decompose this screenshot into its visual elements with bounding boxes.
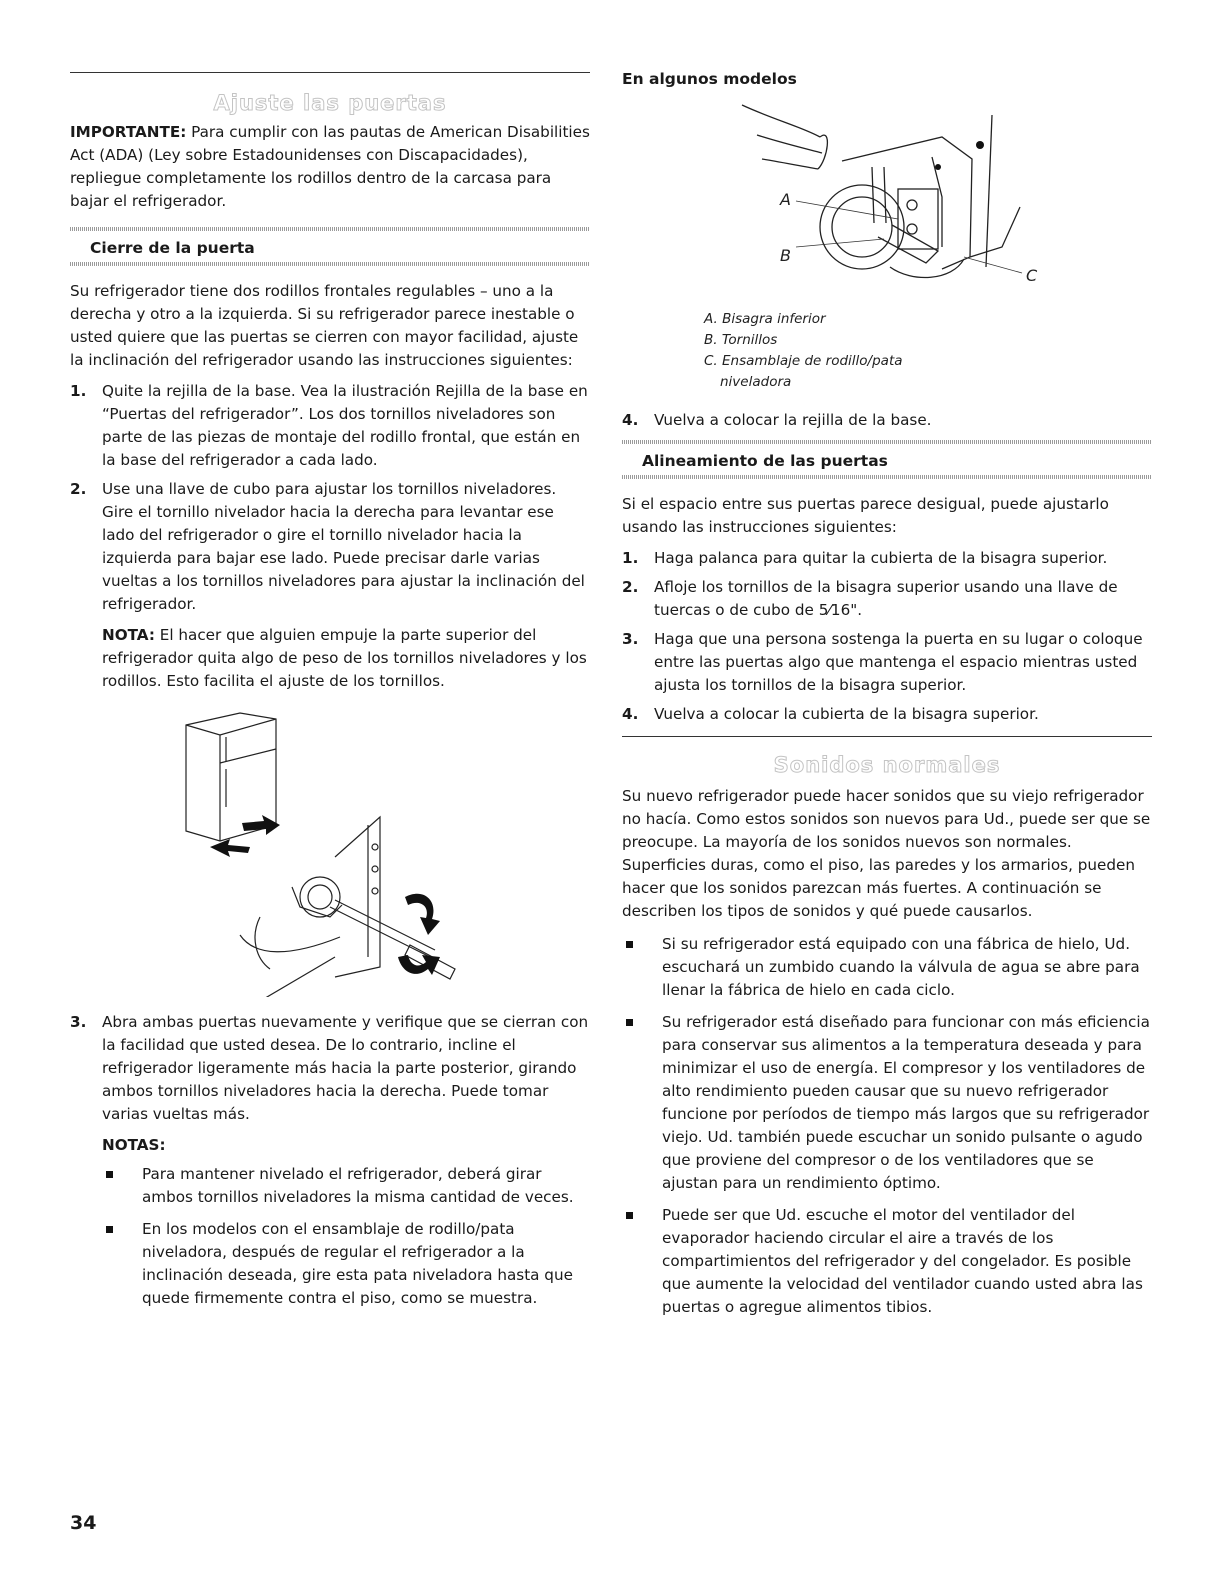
note-text: En los modelos con el ensamblaje de rodillo/pata niveladora, después de regular el refrigerador a la inclinación deseada, gire esta pata niveladora hasta que quede firmemente contra el piso, como se muestra. <box>142 1220 573 1307</box>
alineamiento-steps <box>622 547 1152 726</box>
list-item <box>102 1218 590 1310</box>
step-number: 2. <box>622 578 639 596</box>
sound-text: Su refrigerador está diseñado para funcionar con más eficiencia para conservar sus alimentos a la temperatura deseada y para minimizar el uso de energía. El compresor y los ventiladores de alto rendimiento pueden causar que su nuevo refrigerador funcione por períodos de tiempo más largos que su refrigerador viejo. Ud. también puede escuchar un sonido pulsante o agudo que proviene del compresor o de los ventiladores que se ajustan para un rendimiento óptimo. <box>662 1013 1150 1192</box>
section-title-ajuste: Ajuste las puertas <box>213 91 447 115</box>
step-text: Afloje los tornillos de la bisagra superior usando una llave de tuercas o de cubo de 5⁄16". <box>654 578 1118 619</box>
cierre-intro: Su refrigerador tiene dos rodillos frontales regulables – uno a la derecha y otro a la izquierda. Si su refrigerador parece inestable o usted quiere que las puertas se cierren con mayor facilidad, ajuste la inclinación del refrigerador usando las instrucciones siguientes: <box>70 282 579 369</box>
list-item <box>622 1011 1152 1195</box>
caption-c: C. Ensamblaje de rodillo/pata <box>704 353 903 369</box>
step-number: 2. <box>70 480 87 498</box>
section-rule <box>622 736 1152 737</box>
label-c: C <box>1026 266 1038 285</box>
step-number: 3. <box>622 630 639 648</box>
step-text: Haga que una persona sostenga la puerta en su lugar o coloque entre las puertas algo que mantenga el espacio mientras usted ajusta los tornillos de la bisagra superior. <box>654 630 1143 694</box>
hinge-roller-diagram <box>702 97 1122 297</box>
list-item <box>70 1011 590 1310</box>
important-label: IMPORTANTE: <box>70 123 187 141</box>
important-paragraph <box>70 121 590 213</box>
subsection-title-alineamiento: Alineamiento de las puertas <box>642 452 888 470</box>
label-b: B <box>780 246 791 265</box>
square-bullet-icon <box>626 941 633 948</box>
step-text: Use una llave de cubo para ajustar los tornillos niveladores. Gire el tornillo nivelador hacia la derecha para levantar ese lado del refrigerador o gire el tornillo nivelador hacia la izquierda para bajar ese lado. Puede precisar darle varias vueltas a los tornillos niveladores para ajustar la inclinación del refrigerador. <box>102 480 585 613</box>
right-column <box>622 0 1152 1328</box>
step-number: 3. <box>70 1013 87 1031</box>
square-bullet-icon <box>626 1019 633 1026</box>
notas-label: NOTAS: <box>102 1136 166 1154</box>
list-item <box>622 576 1152 622</box>
note-text: Para mantener nivelado el refrigerador, deberá girar ambos tornillos niveladores la misma cantidad de veces. <box>142 1165 574 1206</box>
sound-text: Puede ser que Ud. escuche el motor del ventilador del evaporador haciendo circular el aire a través de los compartimientos del refrigerador y del congelador. Es posible que aumente la velocidad del ventilador cuando usted abra las puertas o agregue alimentos tibios. <box>662 1206 1143 1316</box>
step-text: Abra ambas puertas nuevamente y verifique que se cierran con la facilidad que usted desea. De lo contrario, incline el refrigerador ligeramente más hacia la parte posterior, girando ambos tornillos niveladores hacia la derecha. Puede tomar varias vueltas más. <box>102 1013 589 1123</box>
nota-text: El hacer que alguien empuje la parte superior del refrigerador quita algo de peso de los tornillos niveladores y los rodillos. Esto facilita el ajuste de los tornillos. <box>102 626 587 690</box>
step-number: 4. <box>622 411 639 429</box>
alineamiento-intro: Si el espacio entre sus puertas parece desigual, puede ajustarlo usando las instrucciones siguientes: <box>622 495 1109 536</box>
list-item <box>622 1204 1152 1319</box>
list-item <box>622 933 1152 1002</box>
sonidos-intro: Su nuevo refrigerador puede hacer sonidos que su viejo refrigerador no hacía. Como estos sonidos son nuevos para Ud., puede ser que se preocupe. La mayoría de los sonidos nuevos son normales. Superficies duras, como el piso, las paredes y los armarios, pueden hacer que los sonidos parezcan más fuertes. A continuación se describen los tipos de sonidos y qué puede causarlos. <box>622 787 1151 920</box>
square-bullet-icon <box>106 1171 113 1178</box>
diagram-captions <box>704 309 1152 393</box>
nota-label: NOTA: <box>102 626 155 644</box>
list-item <box>70 380 590 472</box>
list-item <box>622 703 1152 726</box>
step-text: Quite la rejilla de la base. Vea la ilustración Rejilla de la base en “Puertas del refrigerador”. Los dos tornillos niveladores son parte de las piezas de montaje del rodillo frontal, que están en la base del refrigerador a cada lado. <box>102 382 588 469</box>
list-item <box>70 478 590 693</box>
step-number: 4. <box>622 705 639 723</box>
step-text: Vuelva a colocar la rejilla de la base. <box>654 411 932 429</box>
hatch-rule <box>70 262 590 266</box>
step-text: Vuelva a colocar la cubierta de la bisagra superior. <box>654 705 1039 723</box>
sound-text: Si su refrigerador está equipado con una fábrica de hielo, Ud. escuchará un zumbido cuando la válvula de agua se abre para llenar la fábrica de hielo en cada ciclo. <box>662 935 1140 999</box>
leveling-screw-illustration <box>180 707 480 997</box>
caption-b: B. Tornillos <box>704 332 778 348</box>
hatch-rule <box>622 440 1152 444</box>
hatch-rule <box>622 475 1152 479</box>
cierre-steps <box>70 380 590 693</box>
step-number: 1. <box>70 382 87 400</box>
step-text: Haga palanca para quitar la cubierta de la bisagra superior. <box>654 549 1108 567</box>
list-item <box>622 547 1152 570</box>
notas-list <box>102 1163 590 1310</box>
section-title-sonidos: Sonidos normales <box>773 753 1001 777</box>
models-heading: En algunos modelos <box>622 70 797 88</box>
list-item <box>622 628 1152 697</box>
step-3-list <box>70 1011 590 1310</box>
caption-c-cont: niveladora <box>720 374 792 390</box>
step-4-list <box>622 409 1152 432</box>
important-text: Para cumplir con las pautas de American Disabilities Act (ADA) (Ley sobre Estadounidenses con Discapacidades), repliegue completamente los rodillos dentro de la carcasa para bajar el refrigerador. <box>70 123 590 210</box>
square-bullet-icon <box>106 1226 113 1233</box>
list-item <box>102 1163 590 1209</box>
nota-paragraph <box>102 624 590 693</box>
list-item <box>622 409 1152 432</box>
section-rule <box>70 72 590 73</box>
square-bullet-icon <box>626 1212 633 1219</box>
label-a: A <box>780 190 791 209</box>
caption-a: A. Bisagra inferior <box>704 311 826 327</box>
step-number: 1. <box>622 549 639 567</box>
page-number: 34 <box>70 1512 97 1534</box>
subsection-title-cierre: Cierre de la puerta <box>90 239 255 257</box>
hatch-rule <box>70 227 590 231</box>
sonidos-list <box>622 933 1152 1319</box>
left-column <box>70 0 590 1319</box>
